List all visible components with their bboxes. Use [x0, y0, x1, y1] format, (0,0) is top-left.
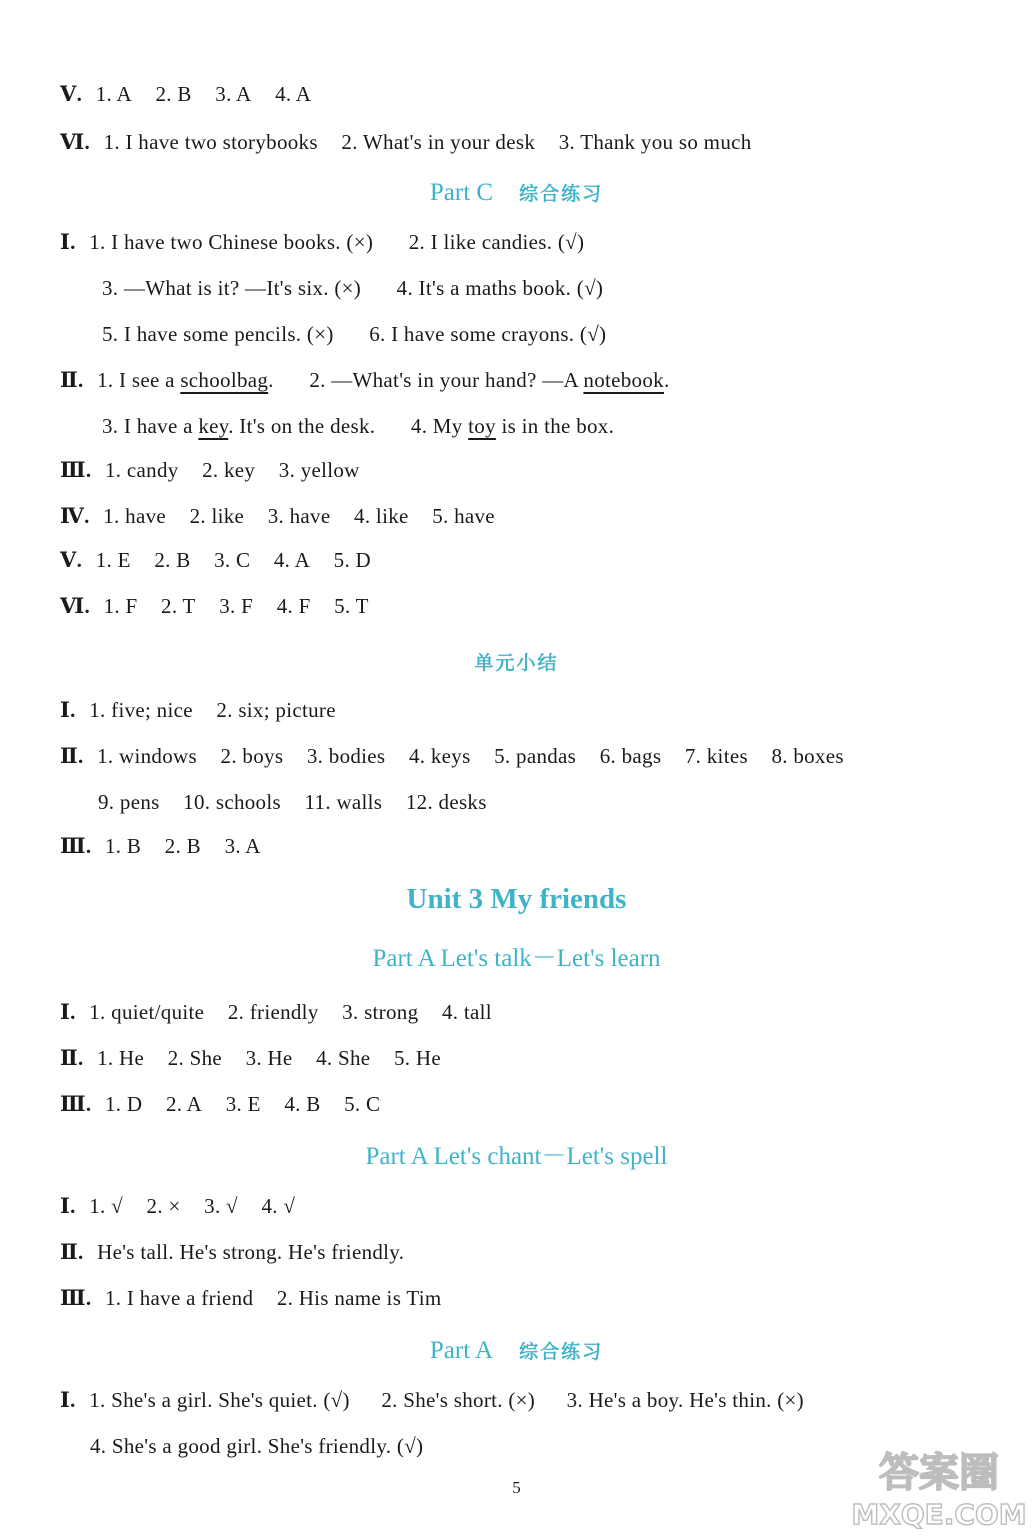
- answer-row-ii-cont: [102, 412, 614, 440]
- answer-item: 4. A: [275, 82, 312, 106]
- question-number: Ⅲ.: [60, 834, 92, 858]
- page-number: 5: [512, 1478, 521, 1497]
- answer-item: 4. tall: [441, 1000, 492, 1024]
- answer-row-ii: [60, 1238, 404, 1266]
- answer-item: 2. B: [164, 834, 201, 858]
- answer-item: 5. He: [394, 1046, 441, 1070]
- answer-text: is in the box.: [501, 414, 615, 438]
- answer-item: 1. five; nice: [89, 698, 193, 722]
- answer-item: 3. √: [204, 1194, 238, 1218]
- question-number: Ⅱ.: [60, 1240, 84, 1264]
- question-number: Ⅵ.: [60, 130, 90, 154]
- answer-item: 2. His name is Tim: [276, 1286, 442, 1310]
- answer-item: 1. have: [103, 504, 166, 528]
- question-number: Ⅰ.: [60, 1388, 76, 1412]
- question-number: Ⅴ.: [60, 82, 83, 106]
- answer-text: .: [268, 368, 274, 392]
- heading-cn: 综合练习: [519, 183, 604, 205]
- answer-item: 4. keys: [408, 744, 471, 768]
- answer-item: 9. pens: [98, 790, 160, 814]
- answer-item: 3. yellow: [278, 458, 360, 482]
- answer-item: 3. bodies: [306, 744, 386, 768]
- question-number: Ⅲ.: [60, 458, 92, 482]
- answer-item: 2. like: [189, 504, 245, 528]
- heading-cn: 单元小结: [474, 652, 559, 674]
- answer-item: 4. √: [261, 1194, 296, 1218]
- answer-row-i: [60, 1192, 295, 1220]
- answer-row-i: [60, 696, 336, 724]
- answer-row-i: [60, 228, 584, 256]
- answer-row-ii: [60, 742, 844, 770]
- answer-item: 2. I like candies. (√): [408, 230, 585, 254]
- heading-part: Part C: [429, 179, 494, 206]
- answer-item: 5. C: [344, 1092, 381, 1116]
- answer-item: 4. She's a good girl. She's friendly. (√): [90, 1434, 424, 1458]
- answer-row-i: [60, 998, 492, 1026]
- underlined-answer: notebook: [583, 368, 664, 392]
- answer-item: 3. C: [214, 548, 251, 572]
- answer-row-i-cont: [90, 1432, 423, 1460]
- section-heading-chant-spell: Part A Let's chant－Let's spell: [365, 1143, 668, 1170]
- answer-item: 1. I have two Chinese books. (×): [89, 230, 374, 254]
- answer-item: 11. walls: [304, 790, 383, 814]
- answer-text: He's tall. He's strong. He's friendly.: [97, 1240, 405, 1264]
- answer-row-iii: [60, 832, 261, 860]
- answer-item: 3. He's a boy. He's thin. (×): [566, 1388, 804, 1412]
- question-number: Ⅱ.: [60, 1046, 84, 1070]
- answer-item: 2. She's short. (×): [381, 1388, 536, 1412]
- answer-item: 4. A: [273, 548, 311, 572]
- answer-item: 3. have: [267, 504, 331, 528]
- answer-item: 6. I have some crayons. (√): [369, 322, 607, 346]
- answer-text: .: [663, 368, 670, 392]
- answer-item: 1. He: [97, 1046, 145, 1070]
- answer-item: 4. like: [354, 504, 409, 528]
- answer-row-v: [60, 80, 311, 108]
- answer-row-ii: [60, 1044, 441, 1072]
- answer-item: 2. friendly: [227, 1000, 319, 1024]
- question-number: Ⅰ.: [60, 1194, 76, 1218]
- answer-row-v: [60, 546, 371, 574]
- answer-item: 2. boys: [220, 744, 284, 768]
- answer-item: 7. kites: [684, 744, 748, 768]
- answer-row-i-cont: [102, 320, 606, 348]
- answer-item: 1. windows: [97, 744, 197, 768]
- question-number: Ⅲ.: [60, 1092, 92, 1116]
- answer-text: 2. —What's in your hand? —A: [309, 368, 578, 392]
- answer-item: 2. T: [161, 594, 196, 618]
- section-heading-part-a-exercises: [0, 1336, 1033, 1366]
- answer-item: 2. B: [154, 548, 191, 572]
- watermark-bottom: MXQE.COM: [851, 1498, 1027, 1531]
- answer-item: 2. A: [165, 1092, 203, 1116]
- underlined-answer: key: [198, 414, 229, 438]
- answer-row-vi: [60, 128, 752, 156]
- answer-item: 4. F: [276, 594, 311, 618]
- question-number: Ⅳ.: [60, 504, 90, 528]
- section-heading-part-c: [0, 178, 1033, 208]
- answer-item: 8. boxes: [771, 744, 844, 768]
- answer-item: 1. A: [95, 82, 132, 106]
- answer-text: 1. I see a: [97, 368, 175, 392]
- question-number: Ⅰ.: [60, 1000, 76, 1024]
- answer-item: 2. B: [155, 82, 192, 106]
- answer-item: 4. B: [284, 1092, 321, 1116]
- answer-item: 1. candy: [105, 458, 179, 482]
- answer-item: 1. quiet/quite: [89, 1000, 205, 1024]
- question-number: Ⅵ.: [60, 594, 90, 618]
- answer-item: 3. E: [225, 1092, 261, 1116]
- underlined-answer: schoolbag: [180, 368, 269, 392]
- answer-item: 1. I have a friend: [105, 1286, 254, 1310]
- answer-item: 1. I have two storybooks: [103, 130, 318, 154]
- answer-item: 2. What's in your desk: [341, 130, 536, 154]
- answer-row-i: [60, 1386, 804, 1414]
- answer-item: 2. ×: [146, 1194, 181, 1218]
- answer-item: 2. She: [167, 1046, 222, 1070]
- answer-item: 4. It's a maths book. (√): [396, 276, 604, 300]
- answer-item: 6. bags: [599, 744, 662, 768]
- section-heading-talk-learn: Part A Let's talk－Let's learn: [372, 945, 661, 972]
- answer-item: 2. key: [202, 458, 256, 482]
- answer-text: . It's on the desk.: [228, 414, 376, 438]
- question-number: Ⅲ.: [60, 1286, 92, 1310]
- answer-row-iii: [60, 1284, 442, 1312]
- answer-item: 3. F: [219, 594, 254, 618]
- section-heading-summary: [0, 648, 1033, 675]
- answer-item: 1. E: [95, 548, 131, 572]
- answer-item: 1. B: [105, 834, 142, 858]
- answer-item: 3. A: [224, 834, 261, 858]
- heading-part: Part A: [429, 1337, 494, 1364]
- answer-item: 5. T: [334, 594, 369, 618]
- answer-row-vi: [60, 592, 369, 620]
- answer-item: 1. She's a girl. She's quiet. (√): [89, 1388, 350, 1412]
- answer-text: 3. I have a: [102, 414, 193, 438]
- answer-item: 5. have: [432, 504, 495, 528]
- answer-item: 1. D: [105, 1092, 143, 1116]
- answer-item: 5. D: [333, 548, 372, 572]
- answer-row-i-cont: [102, 274, 603, 302]
- answer-item: 1. √: [89, 1194, 123, 1218]
- answer-row-ii: [60, 366, 670, 394]
- question-number: Ⅴ.: [60, 548, 83, 572]
- answer-item: 3. A: [215, 82, 252, 106]
- unit-title: Unit 3 My friends: [406, 883, 627, 915]
- question-number: Ⅰ.: [60, 230, 76, 254]
- answer-row-iv: [60, 502, 495, 530]
- answer-text: 4. My: [410, 414, 463, 438]
- question-number: Ⅱ.: [60, 744, 84, 768]
- heading-cn: 综合练习: [519, 1341, 604, 1363]
- answer-row-iii: [60, 456, 360, 484]
- answer-item: 4. She: [316, 1046, 371, 1070]
- answer-item: 12. desks: [405, 790, 487, 814]
- answer-item: 5. pandas: [494, 744, 577, 768]
- question-number: Ⅰ.: [60, 698, 76, 722]
- answer-item: 3. strong: [342, 1000, 419, 1024]
- question-number: Ⅱ.: [60, 368, 84, 392]
- answer-item: 3. Thank you so much: [558, 130, 752, 154]
- watermark-top: 答案圈: [879, 1450, 999, 1496]
- answer-item: 10. schools: [183, 790, 281, 814]
- underlined-answer: toy: [468, 414, 496, 438]
- answer-row-ii-cont: [98, 788, 487, 816]
- answer-item: 1. F: [103, 594, 138, 618]
- answer-item: 2. six; picture: [216, 698, 336, 722]
- answer-item: 3. —What is it? —It's six. (×): [102, 276, 362, 300]
- answer-row-iii: [60, 1090, 380, 1118]
- watermark-logo: [851, 1440, 1027, 1532]
- answer-item: 5. I have some pencils. (×): [102, 322, 334, 346]
- answer-item: 3. He: [245, 1046, 293, 1070]
